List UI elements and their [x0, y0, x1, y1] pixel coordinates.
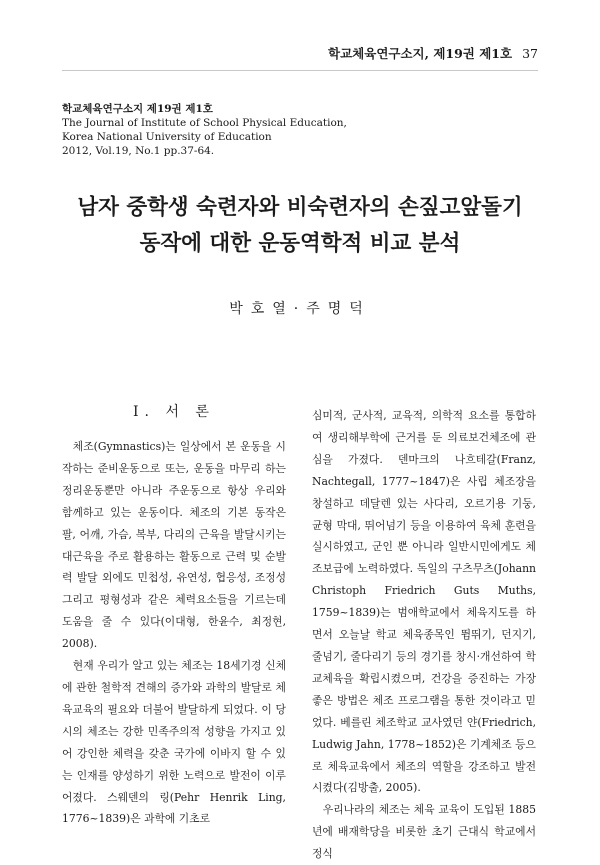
running-header-journal: 학교체육연구소지, 제19권 제1호 [328, 46, 513, 61]
page-number: 37 [522, 46, 538, 61]
section-heading-introduction: Ⅰ. 서 론 [133, 404, 215, 420]
journal-info [62, 102, 347, 158]
body-paragraph: 심미적, 군사적, 교육적, 의학적 요소를 통합하여 생리해부학에 근거를 둔 의료보건체조에 관심을 가졌다. 덴마크의 나흐테갈(Franz, Nachtegall, 1777~1847)은 사립 체조장을 창설하고 데달렌 있는 사다리, 오르기용 기둥, 균형 막대, 뛰어넘기 등을 이용하여 육체 훈련을 실시하였고, 군인 뿐 아니라 일반시민에게도 체조보급에 노력하였다. 독일의 구츠무츠(Johann Christoph Friedrich Guts Muths, 1759~1839)는 범애학교에서 체육지도를 하면서 오늘날 학교 체육종목인 뜀뛰기, 던지기, 줄넘기, 줄다리기 등의 경기를 창시·개선하여 학교체육을 확립시켰으며, 건강을 증진하는 가장 좋은 방법은 체조 프로그램을 통한 것이라고 믿었다. 베를린 체조학교 교사였던 얀(Friedrich, Ludwig Jahn, 1778~1852)은 기계체조 등으로 체육교육에서 체조의 역할을 강조하고 발전시켰다(김방출, 2005). [312, 409, 536, 795]
journal-info-english-name: The Journal of Institute of School Physical Education, [62, 117, 347, 129]
authors: 박호열·주명덕 [229, 301, 371, 317]
header-divider [62, 70, 538, 71]
paper-title-line-2: 동작에 대한 운동역학적 비교 분석 [139, 231, 461, 256]
journal-info-university: Korea National University of Education [62, 131, 272, 143]
journal-info-volume: 2012, Vol.19, No.1 pp.37-64. [62, 145, 215, 157]
paper-title-line-1: 남자 중학생 숙련자와 비숙련자의 손짚고앞돌기 [77, 195, 523, 220]
left-column [62, 402, 286, 830]
right-column [312, 405, 536, 865]
body-paragraph: 현재 우리가 알고 있는 체조는 18세기경 신체에 관한 철학적 견해의 증가와 과학의 발달로 체육교육의 필요와 더불어 발달하게 되었다. 이 당시의 체조는 강한 민족주의적 성향을 가지고 있어 강인한 체력을 갖춘 국가에 이바지 할 수 있는 인재를 양성하기 위한 노력으로 발전이 이루어졌다. 스웨덴의 링(Pehr Henrik Ling, 1776~1839)은 과학에 기초로 [62, 659, 286, 826]
journal-info-korean: 학교체육연구소지 제19권 제1호 [62, 103, 213, 115]
running-header [328, 44, 538, 62]
body-paragraph: 체조(Gymnastics)는 일상에서 본 운동을 시작하는 준비운동으로 또는, 운동을 마무리 하는 정리운동뿐만 아니라 주운동으로 항상 우리와 함께하고 있는 운동이다. 체조의 기본 동작은 팔, 어깨, 가슴, 복부, 다리의 근육을 발달시키는 대근육을 주로 활용하는 활동으로 근력 및 순발력 발달 외에도 민첩성, 유연성, 협응성, 조정성 그리고 평형성과 같은 체력요소들을 기르는데 도움을 줄 수 있다(이대형, 한윤수, 최정현, 2008). [62, 440, 286, 651]
body-paragraph: 우리나라의 체조는 체육 교육이 도입된 1885년에 배재학당을 비롯한 초기 근대식 학교에서 정식 [312, 803, 536, 861]
paper-title [0, 190, 600, 262]
